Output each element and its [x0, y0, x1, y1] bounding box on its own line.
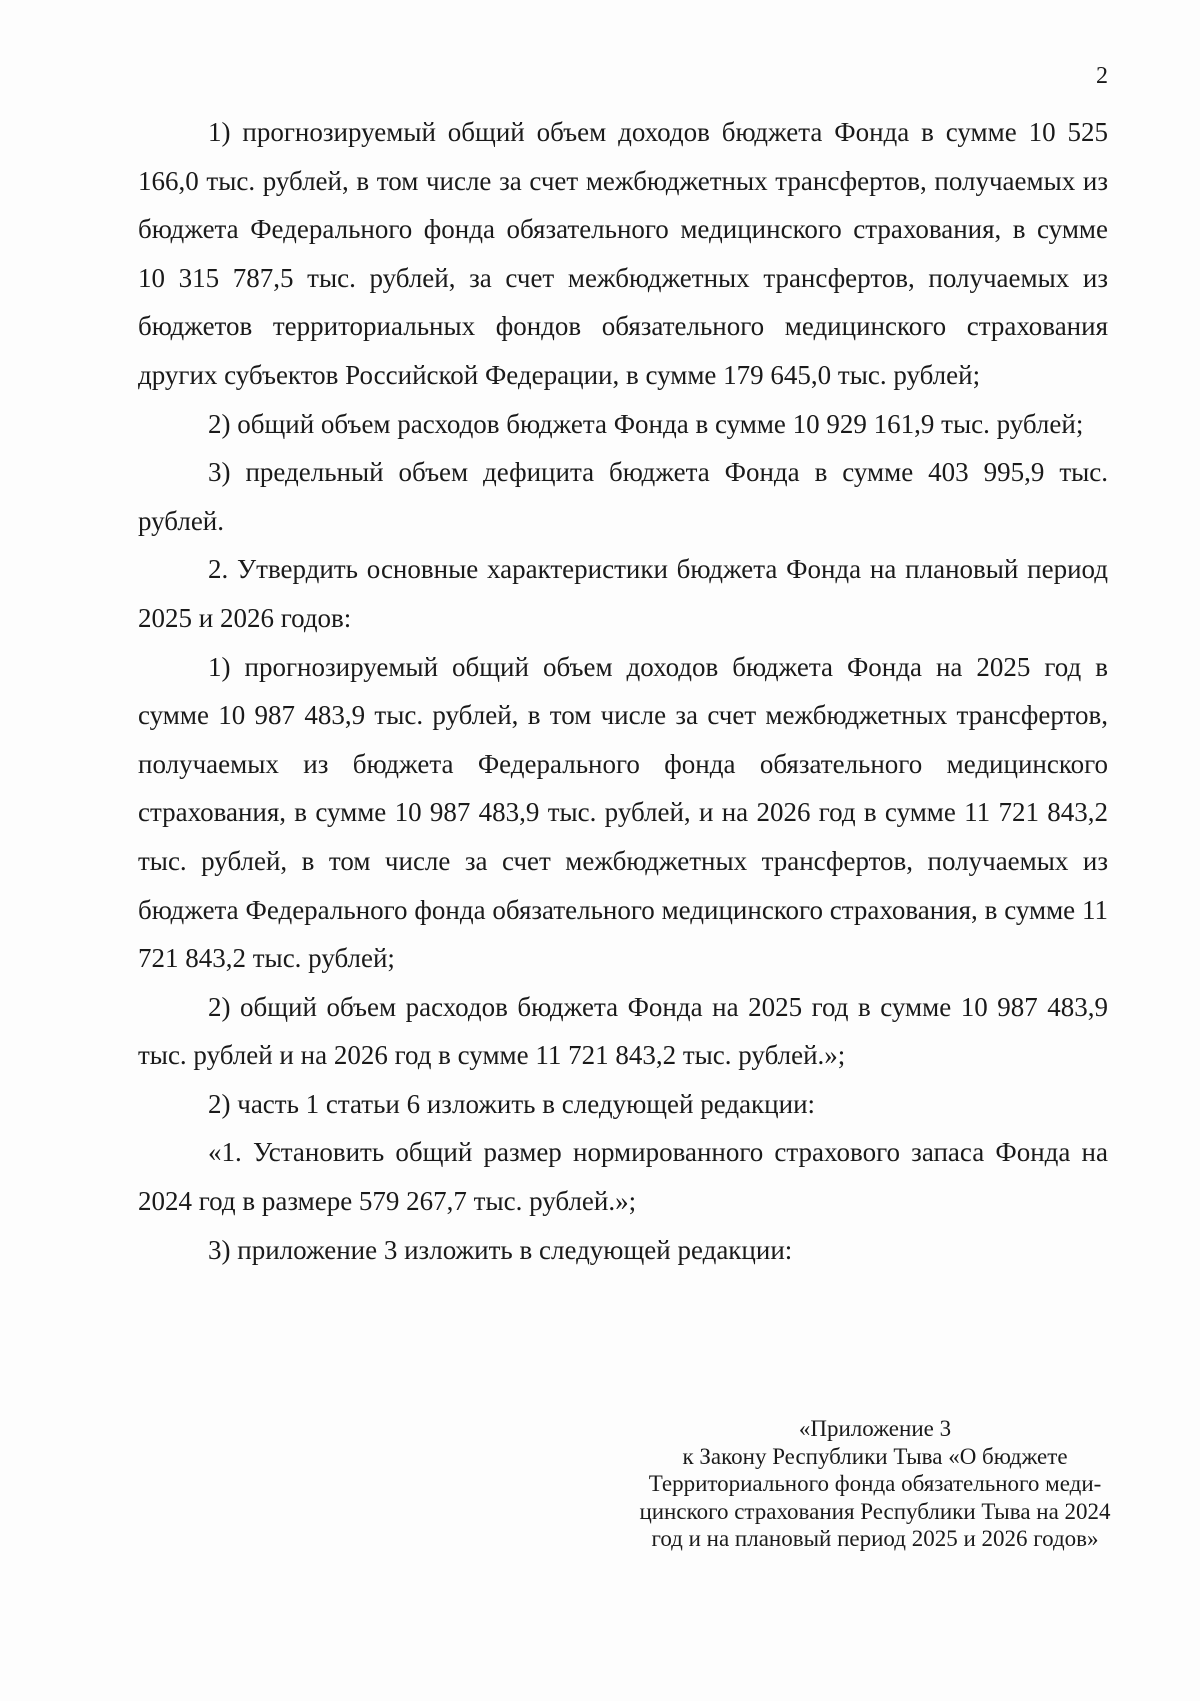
appendix-heading-line: Территориального фонда обязательного меди- [648, 1471, 1102, 1496]
paragraph-expenses-2024: 2) общий объем расходов бюджета Фонда в сумме 10 929 161,9 тыс. рублей; [208, 408, 1084, 439]
paragraph-income-2025-2026: 1) прогнозируемый общий объем доходов бюджета Фонда на 2025 год в сумме 10 987 483,9 тыс. рублей, в том числе за счет межбюджетных трансфертов, получаемых из бюджета Федерального фонда обязательного медицинского страхования, в сумме 10 987 483,9 тыс. рублей, и на 2026 год в сумме 11 721 843,2 тыс. рублей, в том числе за счет межбюджетных трансфертов, получаемых из бюджета Федерального фонда обязательного медицинского страхования, в сумме 11 721 843,2 тыс. рублей; [138, 651, 1108, 974]
appendix-heading [625, 1415, 1125, 1553]
paragraph-expenses-2025-2026: 2) общий объем расходов бюджета Фонда на 2025 год в сумме 10 987 483,9 тыс. рублей и на 2026 год в сумме 11 721 843,2 тыс. рублей.»; [138, 991, 1108, 1071]
paragraph-planning-period: 2. Утвердить основные характеристики бюджета Фонда на плановый период 2025 и 2026 годов: [138, 554, 1108, 633]
appendix-heading-line: год и на плановый период 2025 и 2026 годов» [651, 1526, 1099, 1551]
paragraph-insurance-reserve: «1. Установить общий размер нормированного страхового запаса Фонда на 2024 год в размере 579 267,7 тыс. рублей.»; [138, 1137, 1108, 1217]
page-number: 2 [1096, 63, 1108, 89]
paragraph-income-2024: 1) прогнозируемый общий объем доходов бюджета Фонда в сумме 10 525 166,0 тыс. рублей, в том числе за счет межбюджетных трансфертов, получаемых из бюджета Федерального фонда обязательного медицинского страхования, в сумме 10 315 787,5 тыс. рублей, за счет межбюджетных трансфертов, получаемых из бюджетов территориальных фондов обязательного медицинского страхования других субъектов Российской Федерации, в сумме 179 645,0 тыс. рублей; [138, 117, 1108, 390]
paragraph-article-6-amendment: 2) часть 1 статьи 6 изложить в следующей редакции: [208, 1088, 816, 1119]
paragraph-deficit-2024: 3) предельный объем дефицита бюджета Фонда в сумме 403 995,9 тыс. рублей. [138, 457, 1108, 536]
appendix-heading-line: к Закону Республики Тыва «О бюджете [682, 1443, 1068, 1469]
paragraph-appendix-3-amendment: 3) приложение 3 изложить в следующей редакции: [208, 1234, 793, 1265]
appendix-heading-line: цинского страхования Республики Тыва на 2024 [639, 1498, 1111, 1524]
document-body [138, 108, 1108, 1274]
appendix-heading-line: «Приложение 3 [798, 1416, 952, 1441]
